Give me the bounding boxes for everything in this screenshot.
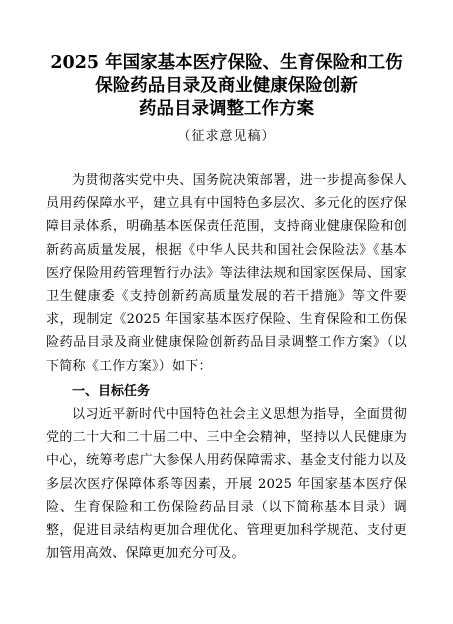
section-heading-goals: 一、目标任务 (72, 383, 151, 399)
title-line-1: 2025 年国家基本医疗保险、生育保险和工伤 (50, 53, 403, 73)
document-body (46, 169, 407, 565)
document-subtitle: （征求意见稿） (177, 129, 276, 144)
document-title (46, 52, 407, 121)
intro-paragraph: 为贯彻落实党中央、国务院决策部署，进一步提高参保人员用药保障水平，建立具有中国特色多层次、多元化的医疗保障目录体系，明确基本医保责任范围，支持商业健康保险和创新药高质量发展，根据《中华人民共和国社会保险法》《基本医疗保险用药管理暂行办法》等法律法规和国家医保局、国家卫生健康委《支持创新药高质量发展的若干措施》等文件要求，现制定《2025 年国家基本医疗保险、生育保险和工伤保险药品目录及商业健康保险创新药品目录调整工作方案》（以下简称《工作方案》）如下： (46, 173, 407, 374)
title-line-2: 保险药品目录及商业健康保险创新 (95, 76, 358, 96)
title-line-3: 药品目录调整工作方案 (139, 99, 314, 119)
section-paragraph-goals: 以习近平新时代中国特色社会主义思想为指导，全面贯彻党的二十大和二十届二中、三中全会精神，坚持以人民健康为中心，统筹考虑广大参保人用药保障需求、基金支付能力以及多层次医疗保障体系等因素，开展 2025 年国家基本医疗保险、生育保险和工伤保险药品目录（以下简称基本目录）调整，促进目录结构更加合理优化、管理更加科学规范、支付更加管用高效、保障更加充分可及。 (46, 407, 407, 562)
